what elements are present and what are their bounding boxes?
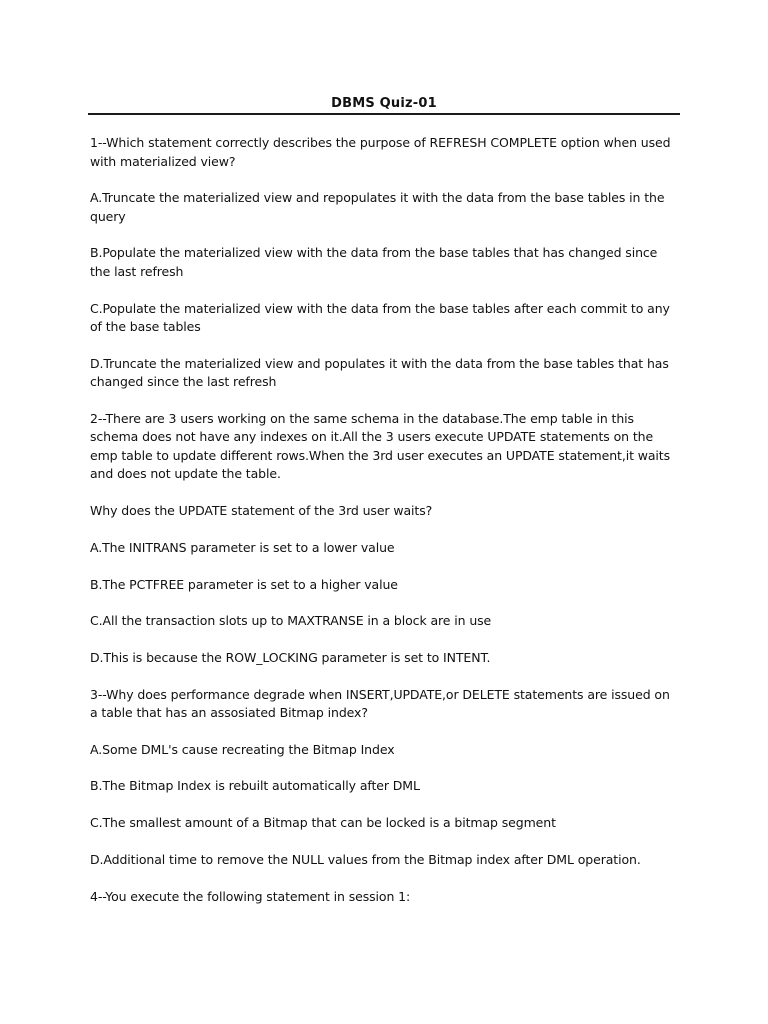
document-title: DBMS Quiz-01 — [331, 96, 437, 111]
question-3-text: 3--Why does performance degrade when INSERT,UPDATE,or DELETE statements are issued on a table that has an assosiated Bitmap index? — [90, 686, 670, 721]
question-2-text: 2--There are 3 users working on the same schema in the database.The emp table in this schema does not have any indexes on it.All the 3 users execute UPDATE statements on the emp table to update different rows.When the 3rd user executes an UPDATE statement,it waits and does not update the table. — [90, 410, 671, 482]
question-3-option-d: D.Additional time to remove the NULL values from the Bitmap index after DML operation. — [90, 851, 641, 867]
question-3-option-a: A.Some DML's cause recreating the Bitmap Index — [90, 741, 395, 757]
question-1-option-d: D.Truncate the materialized view and populates it with the data from the base tables that has changed since the last refresh — [90, 355, 669, 390]
question-4-text: 4--You execute the following statement in session 1: — [90, 888, 411, 904]
question-2-option-c: C.All the transaction slots up to MAXTRANSE in a block are in use — [90, 613, 492, 629]
question-3-option-c: C.The smallest amount of a Bitmap that can be locked is a bitmap segment — [90, 815, 556, 831]
quiz-content — [90, 134, 680, 924]
question-1-option-b: B.Populate the materialized view with the data from the base tables that has changed since the last refresh — [90, 245, 658, 279]
question-2-prompt: Why does the UPDATE statement of the 3rd user waits? — [90, 503, 433, 519]
question-2-option-a: A.The INITRANS parameter is set to a lower value — [90, 539, 395, 555]
question-1-option-c: C.Populate the materialized view with the data from the base tables after each commit to any of the base tables — [90, 300, 670, 335]
question-3-option-b: B.The Bitmap Index is rebuilt automatically after DML — [90, 778, 420, 794]
question-2-option-b: B.The PCTFREE parameter is set to a higher value — [90, 576, 398, 592]
title-divider — [88, 113, 680, 115]
question-1-option-a: A.Truncate the materialized view and repopulates it with the data from the base tables in the query — [90, 190, 665, 224]
question-2-option-d: D.This is because the ROW_LOCKING parameter is set to INTENT. — [90, 649, 491, 665]
question-1-text: 1--Which statement correctly describes the purpose of REFRESH COMPLETE option when used with materialized view? — [90, 135, 671, 169]
